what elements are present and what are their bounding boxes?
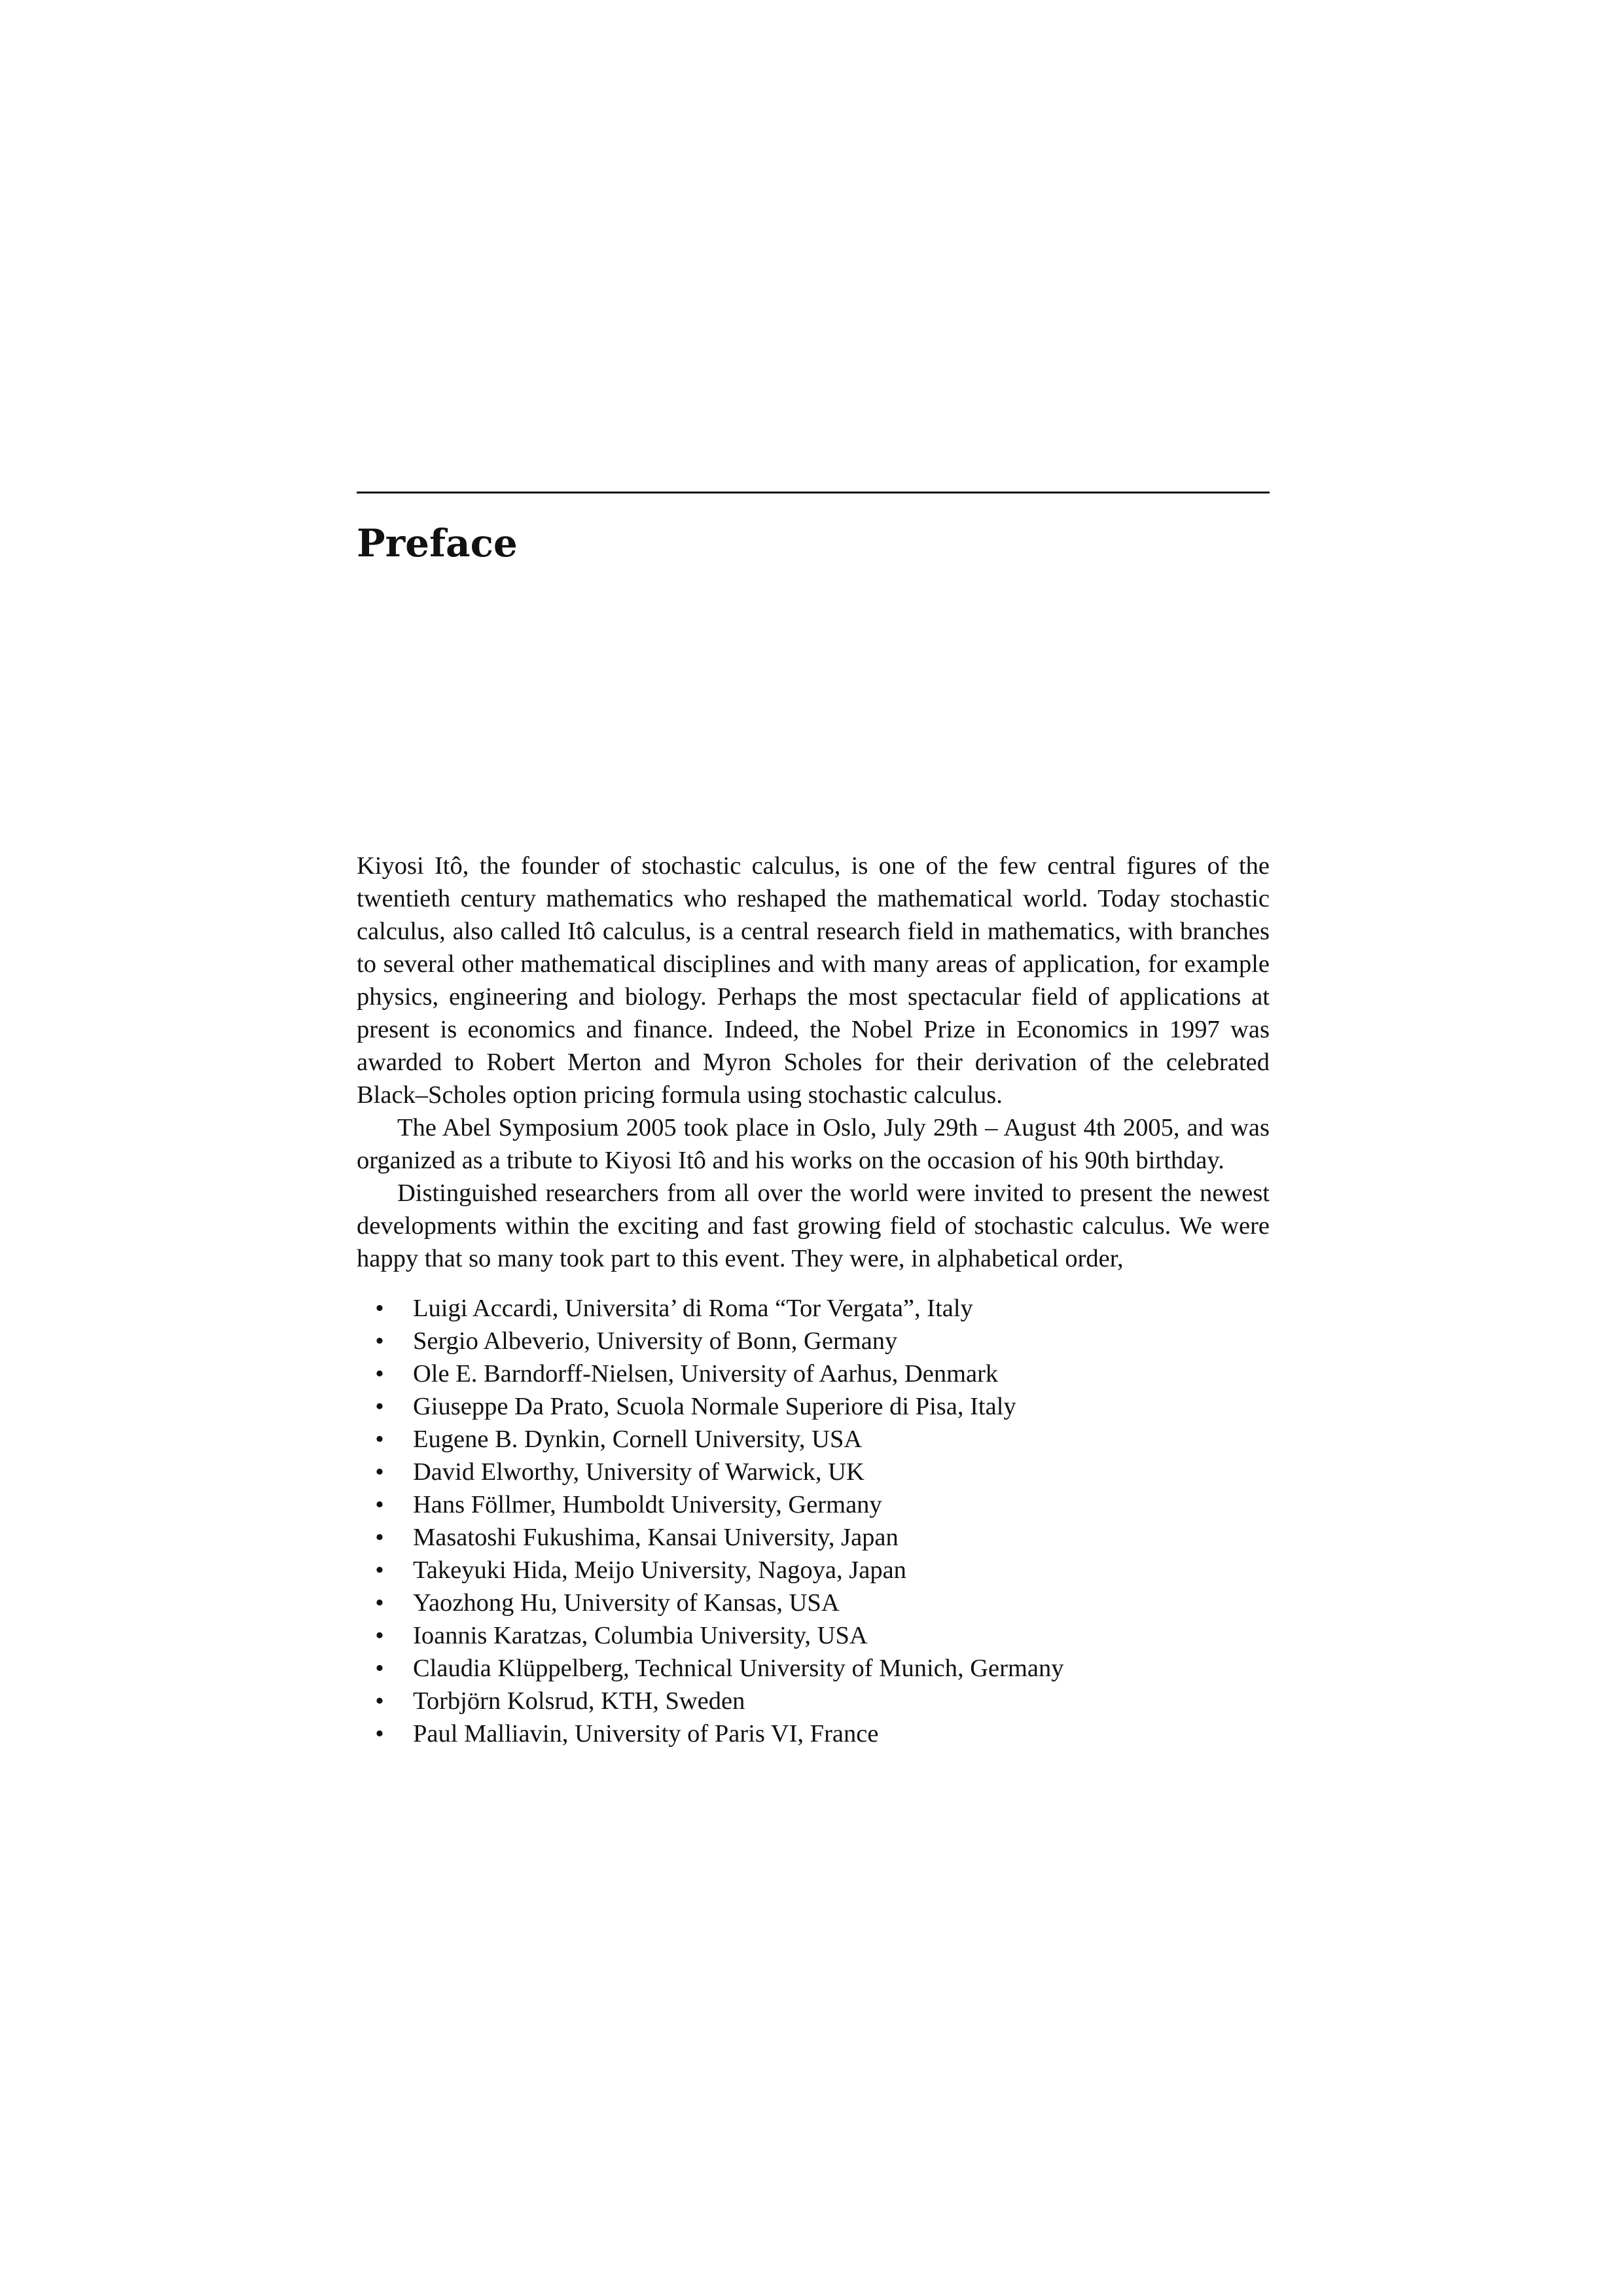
page-title: Preface xyxy=(357,521,518,565)
bullet-icon: • xyxy=(375,1393,384,1420)
bullet-icon: • xyxy=(375,1458,384,1486)
list-item xyxy=(357,1521,1270,1554)
bullet-icon: • xyxy=(375,1360,384,1388)
bullet-icon: • xyxy=(375,1655,384,1682)
participant-name: Torbjörn Kolsrud, KTH, Sweden xyxy=(413,1687,745,1715)
list-item xyxy=(357,1554,1270,1587)
bullet-icon: • xyxy=(375,1426,384,1453)
participant-name: Sergio Albeverio, University of Bonn, Germany xyxy=(413,1327,898,1355)
list-item xyxy=(357,1717,1270,1750)
participant-name: Takeyuki Hida, Meijo University, Nagoya, Japan xyxy=(413,1556,906,1584)
bullet-icon: • xyxy=(375,1491,384,1518)
list-item xyxy=(357,1357,1270,1390)
list-item xyxy=(357,1423,1270,1456)
participant-name: Eugene B. Dynkin, Cornell University, USA xyxy=(413,1426,863,1453)
list-item xyxy=(357,1325,1270,1357)
paragraph-symposium: The Abel Symposium 2005 took place in Oslo, July 29th – August 4th 2005, and was organized as a tribute to Kiyosi Itô and his works on the occasion of his 90th birthday. xyxy=(357,1114,1270,1174)
paragraph-invitation: Distinguished researchers from all over the world were invited to present the newest developments within the exciting and fast growing field of stochastic calculus. We were happy that so many took part to this event. They were, in alphabetical order, xyxy=(357,1179,1270,1272)
participant-name: Yaozhong Hu, University of Kansas, USA xyxy=(413,1589,840,1617)
participant-name: Paul Malliavin, University of Paris VI, France xyxy=(413,1720,879,1748)
bullet-icon: • xyxy=(375,1720,384,1748)
participant-name: Ole E. Barndorff-Nielsen, University of Aarhus, Denmark xyxy=(413,1360,999,1388)
participant-name: Luigi Accardi, Universita’ di Roma “Tor Vergata”, Italy xyxy=(413,1295,973,1322)
list-item xyxy=(357,1587,1270,1619)
paragraph-intro: Kiyosi Itô, the founder of stochastic calculus, is one of the few central figures of the twentieth century mathematics who reshaped the mathematical world. Today stochastic calculus, also called Itô calculus, is a central research field in mathematics, with branches to several other mathematical disciplines and with many areas of application, for example physics, engineering and biology. Perhaps the most spectacular field of applications at present is economics and finance. Indeed, the Nobel Prize in Economics in 1997 was awarded to Robert Merton and Myron Scholes for their derivation of the celebrated Black–Scholes option pricing formula using stochastic calculus. xyxy=(357,852,1270,1109)
list-item xyxy=(357,1456,1270,1488)
document-page xyxy=(357,0,1270,2296)
participant-name: Masatoshi Fukushima, Kansai University, Japan xyxy=(413,1524,899,1551)
list-item xyxy=(357,1292,1270,1325)
list-item xyxy=(357,1652,1270,1685)
preface-body xyxy=(357,850,1270,1750)
header-rule xyxy=(357,492,1270,493)
participant-name: David Elworthy, University of Warwick, UK xyxy=(413,1458,865,1486)
list-item xyxy=(357,1390,1270,1423)
bullet-icon: • xyxy=(375,1589,384,1617)
bullet-icon: • xyxy=(375,1556,384,1584)
participant-name: Hans Föllmer, Humboldt University, Germany xyxy=(413,1491,882,1518)
participant-name: Ioannis Karatzas, Columbia University, USA xyxy=(413,1622,868,1649)
list-item xyxy=(357,1619,1270,1652)
participant-list xyxy=(357,1292,1270,1750)
bullet-icon: • xyxy=(375,1622,384,1649)
bullet-icon: • xyxy=(375,1295,384,1322)
bullet-icon: • xyxy=(375,1327,384,1355)
bullet-icon: • xyxy=(375,1687,384,1715)
participant-name: Claudia Klüppelberg, Technical University of Munich, Germany xyxy=(413,1655,1064,1682)
bullet-icon: • xyxy=(375,1524,384,1551)
list-item xyxy=(357,1488,1270,1521)
participant-name: Giuseppe Da Prato, Scuola Normale Superiore di Pisa, Italy xyxy=(413,1393,1016,1420)
list-item xyxy=(357,1685,1270,1717)
